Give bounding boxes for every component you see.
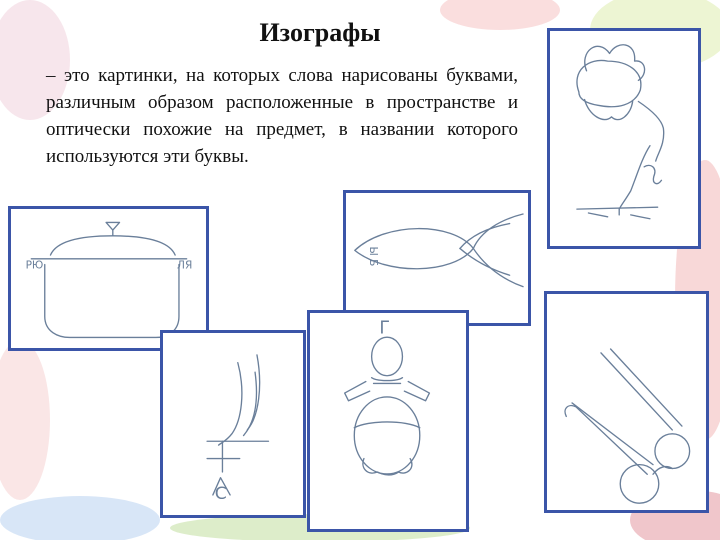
isograph-lamp-card — [547, 28, 701, 249]
fish-drawing — [346, 193, 528, 323]
chair-letters: С — [214, 483, 227, 504]
doll-letters: Г — [379, 318, 390, 339]
definition-text: – это картинки, на которых слова нарисованы буквами, различным образом расположенные в пространстве и оптически похожие на предмет, в названии которого используются эти буквы. — [46, 65, 518, 167]
fish-letters: Ы Б — [367, 246, 380, 267]
isograph-fish-card — [343, 190, 531, 326]
slide-title: Изографы — [259, 18, 381, 47]
doll-drawing — [310, 313, 466, 529]
pot-letters-left: РЮ — [25, 259, 44, 272]
rolling-pin-drawing — [547, 294, 706, 510]
pot-drawing — [11, 209, 206, 348]
isograph-doll-card — [307, 310, 469, 532]
lamp-drawing — [550, 31, 698, 246]
isograph-chair-card — [160, 330, 306, 518]
isograph-rolling-pin-card — [544, 291, 709, 513]
chair-drawing — [163, 333, 303, 515]
pot-letters-right: ЛЯ — [177, 259, 193, 272]
